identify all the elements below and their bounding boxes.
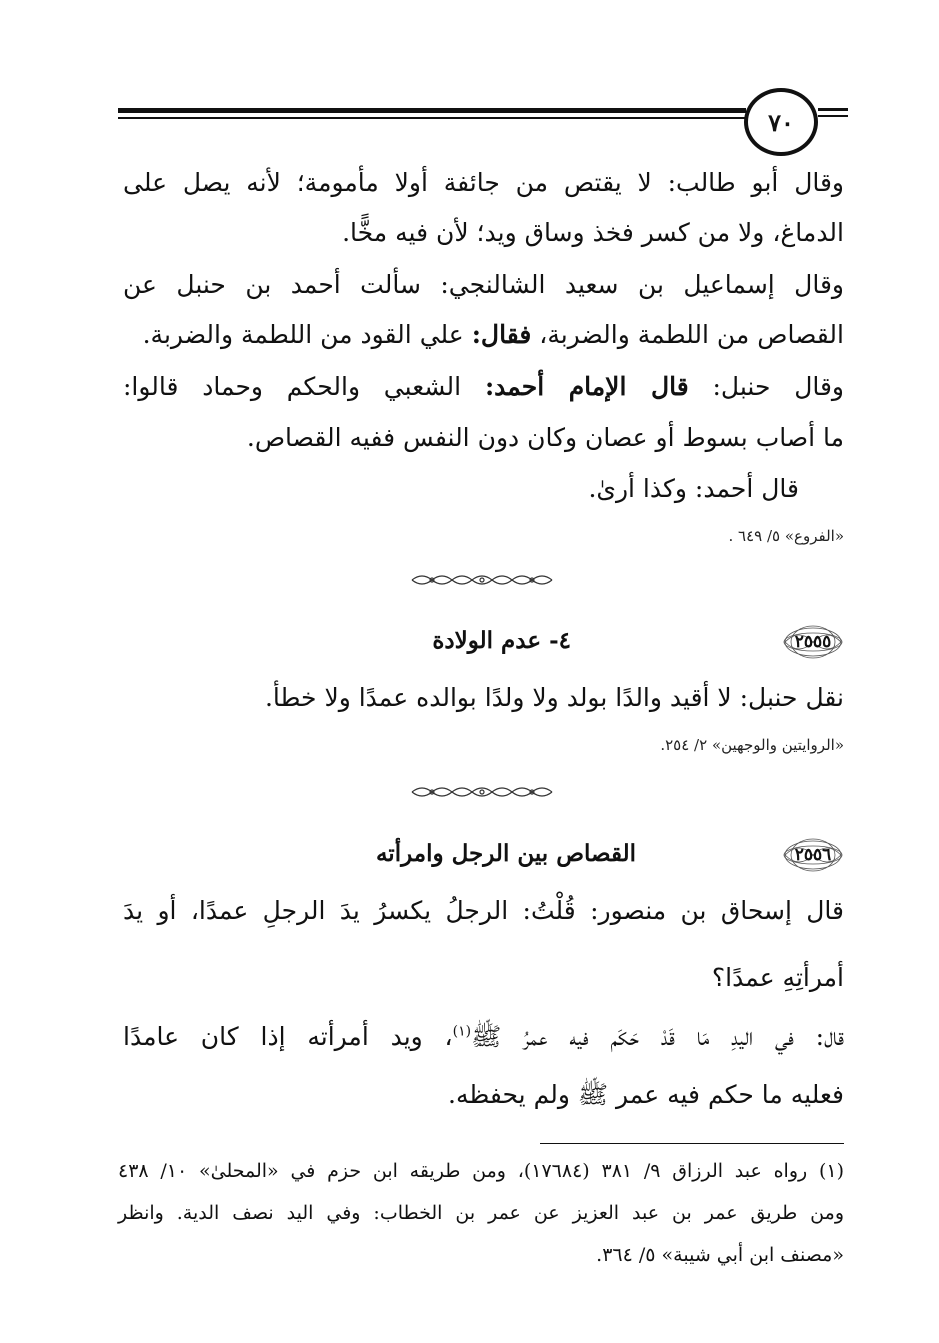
source-citation: «الروايتين والوجهين» ٢/ ٢٥٤. <box>660 736 844 754</box>
entry-number: ٢٥٥٦ <box>794 845 832 865</box>
entry-number: ٢٥٥٥ <box>794 632 832 652</box>
paragraph-line: الدماغ، ولا من كسر فخذ وساق ويد؛ لأن فيه مخًّا. <box>342 218 844 247</box>
text-run: علي القود من اللطمة والضربة. <box>142 320 464 349</box>
header-rule-thick <box>118 108 746 113</box>
paragraph-line: ما أصاب بسوط أو عصان وكان دون النفس ففيه القصاص. <box>246 423 844 452</box>
paragraph-line: وقال إسماعيل بن سعيد الشالنجي: سألت أحمد بن حنبل عن <box>123 270 844 299</box>
text-run: وقال حنبل: <box>712 372 845 401</box>
bold-run: قال الإمام أحمد: <box>484 372 689 401</box>
paragraph-line <box>123 372 844 402</box>
footnote-line: «مصنف ابن أبي شيبة» ٥/ ٣٦٤. <box>596 1244 844 1266</box>
paragraph-line: فعليه ما حكم فيه عمر ﷺ ولم يحفظه. <box>448 1080 844 1109</box>
text-run: الشعبي والحكم وحماد قالوا: <box>123 372 462 401</box>
paragraph-line: وقال أبو طالب: لا يقتص من جائفة أولا مأمومة؛ لأنه يصل على <box>123 168 844 197</box>
paragraph-line: قال إسحاق بن منصور: قُلْتُ: الرجلُ يكسرُ يدَ الرجلِ عمدًا، أو يدَ <box>123 896 844 925</box>
footnote-separator <box>540 1143 844 1144</box>
entry-number-badge <box>782 625 844 659</box>
text-run: قال: في اليدِ مَا قَدْ حَكَم فيه عمرُ ﷺ <box>471 1022 844 1051</box>
paragraph-line: أمرأتِهِ عمدًا؟ <box>711 963 844 992</box>
footnote-line: ومن طريق عمر بن عبد العزيز عن عمر بن الخطاب: وفي اليد نصف الدية. وانظر <box>118 1202 844 1224</box>
paragraph-line: نقل حنبل: لا أقيد والدًا بولد ولا ولدًا بوالده عمدًا ولا خطأ. <box>264 683 844 712</box>
header-rule-right <box>818 108 848 111</box>
header-rule-thin <box>118 117 746 119</box>
page-header <box>118 88 848 154</box>
bold-run: فقال: <box>471 320 532 349</box>
text-run: القصاص من اللطمة والضربة، <box>539 320 844 349</box>
paragraph-line: قال أحمد: وكذا أرىٰ. <box>588 474 799 503</box>
text-run: ، ويد أمرأته إذا كان عامدًا <box>123 1022 453 1051</box>
entry-number-badge <box>782 838 844 872</box>
source-citation: «الفروع» ٥/ ٦٤٩ . <box>728 527 844 545</box>
footnote-ref[interactable]: (١) <box>452 1023 472 1040</box>
section-title: ٤- عدم الولادة <box>432 627 571 654</box>
header-rule-right-thin <box>818 115 848 117</box>
section-title: القصاص بين الرجل وامرأته <box>375 840 636 867</box>
paragraph-line <box>123 1022 844 1052</box>
footnote-marker: (١) <box>818 1160 844 1182</box>
ornament-divider <box>407 572 557 588</box>
footnote-line <box>118 1160 844 1183</box>
footnote-text: رواه عبد الرزاق ٩/ ٣٨١ (١٧٦٨٤)، ومن طريقه ابن حزم في «المحلىٰ» ١٠/ ٤٣٨ <box>118 1160 808 1182</box>
ornament-divider <box>407 784 557 800</box>
page-number: ٧٠ <box>744 88 818 156</box>
paragraph-line <box>143 320 844 350</box>
